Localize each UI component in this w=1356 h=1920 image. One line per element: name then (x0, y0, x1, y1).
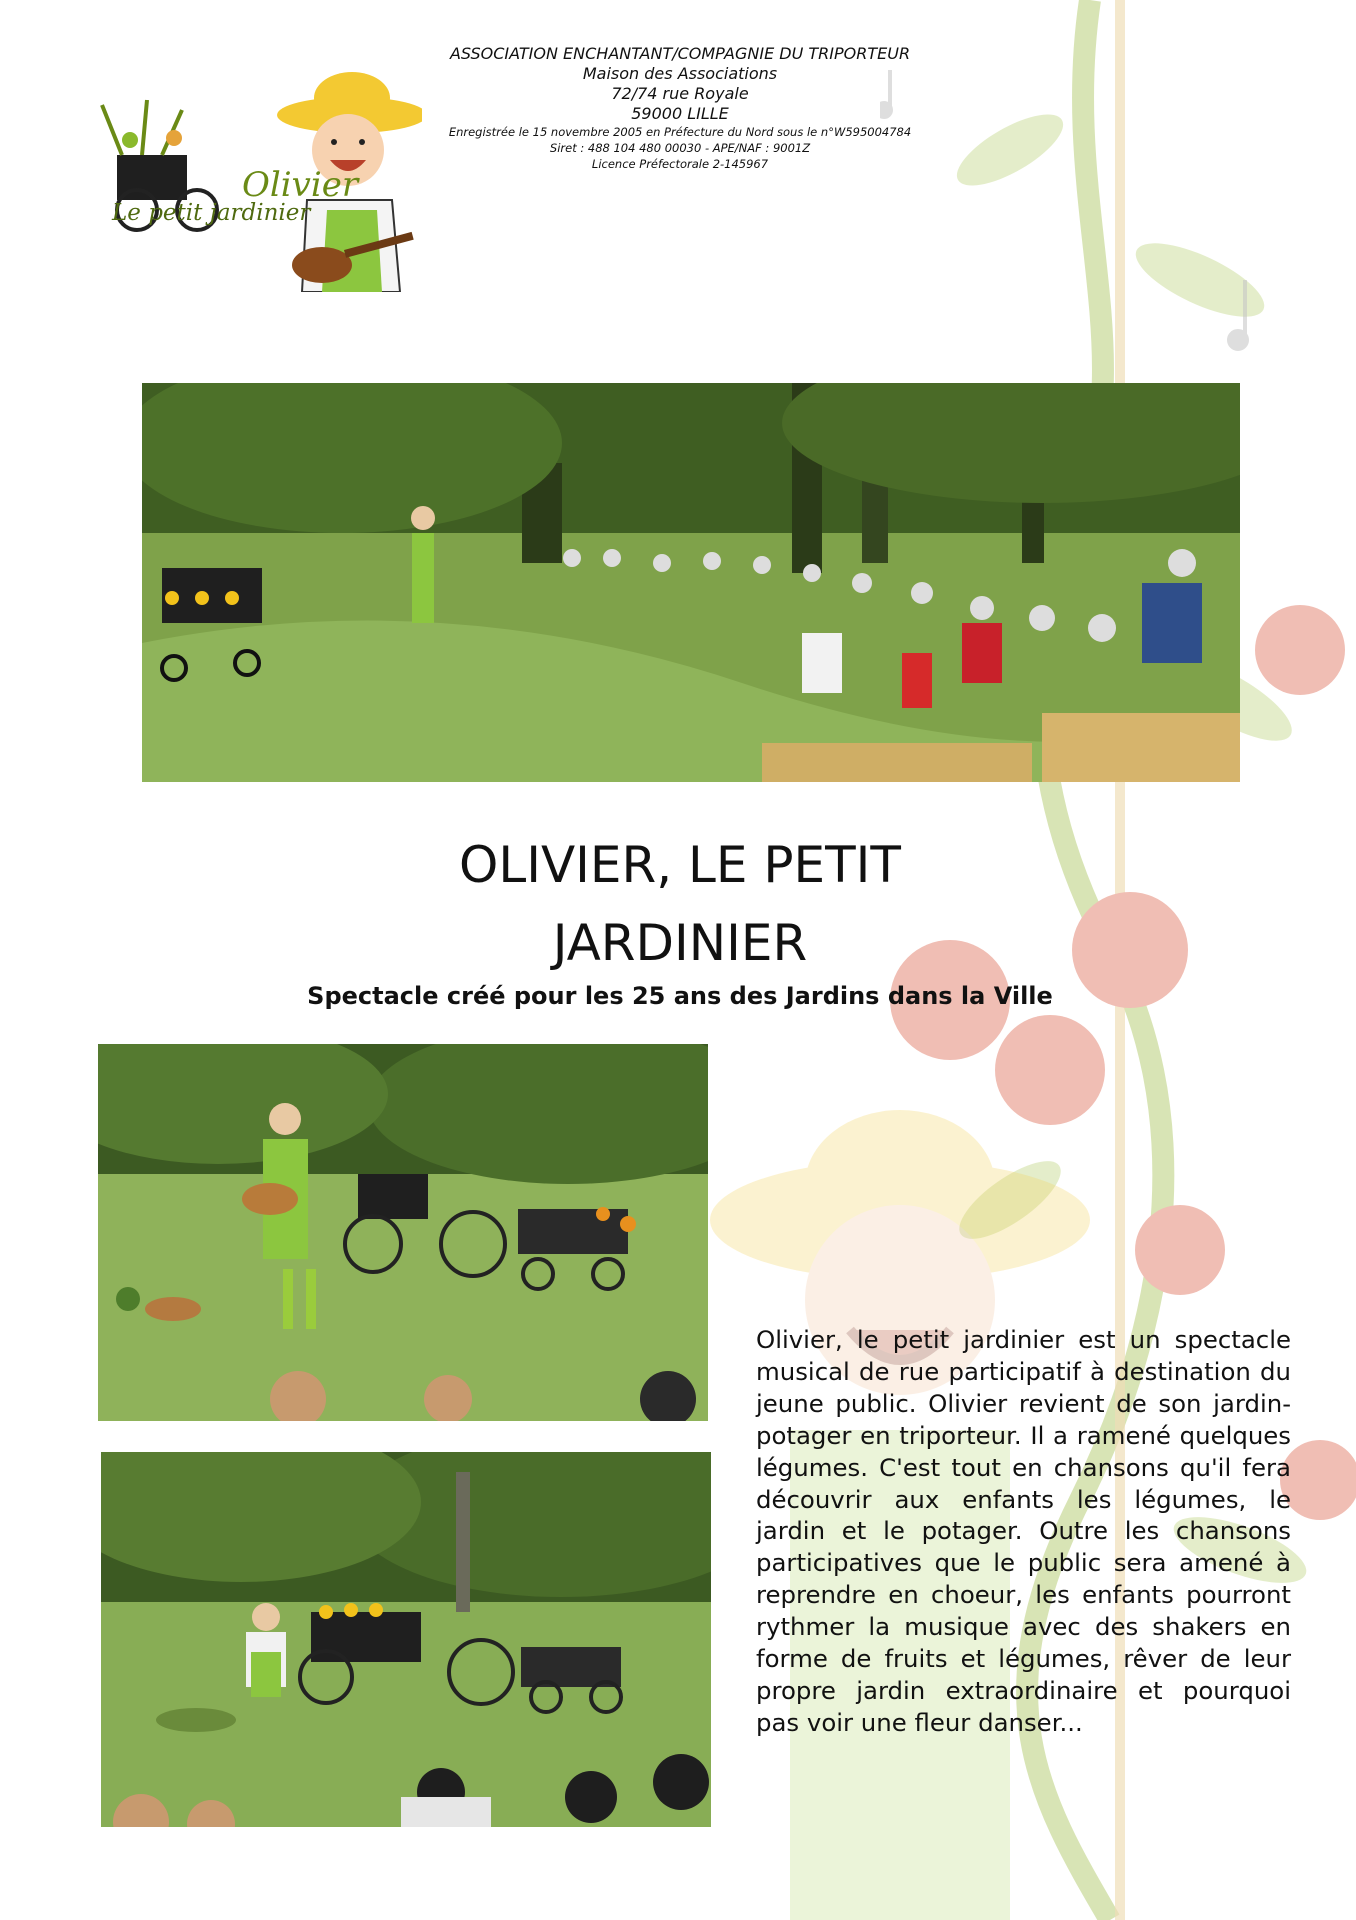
header-association-name: ASSOCIATION ENCHANTANT/COMPAGNIE DU TRIPORTEUR (449, 44, 911, 63)
performer-crouching-photo (101, 1452, 711, 1827)
header-registration: Enregistrée le 15 novembre 2005 en Préfecture du Nord sous le n°W595004784 (448, 125, 912, 139)
page-subtitle: Spectacle créé pour les 25 ans des Jardins dans la Ville (307, 982, 1053, 1010)
header-building: Maison des Associations (582, 64, 778, 83)
header-licence: Licence Préfectorale 2-145967 (591, 157, 769, 172)
association-header (420, 44, 940, 172)
show-description: Olivier, le petit jardinier est un spectacle musical de rue participatif à destination du jeune public. Olivier revient de son jardin-potager en triporteur. Il a ramené quelques légumes. C'est tout en chansons qu'il fera découvrir aux enfants les légumes, le jardin et le potager. Outre les chansons participatives que le public sera amené à reprendre en choeur, les enfants pourront rythmer la musique avec des shakers en forme de fruits et légumes, rêver de leur propre jardin extraordinaire et pourquoi pas voir une fleur danser... (756, 1325, 1291, 1737)
audience-park-photo (142, 383, 1240, 782)
title-line-1: OLIVIER, LE PETIT (459, 836, 901, 894)
header-siret: Siret : 488 104 480 00030 - APE/NAF : 9001Z (549, 141, 811, 156)
header-street: 72/74 rue Royale (611, 84, 749, 103)
page-title (360, 826, 1000, 982)
title-line-2: JARDINIER (552, 914, 808, 972)
performer-guitar-photo (98, 1044, 708, 1421)
logo-name: Olivier (242, 165, 359, 205)
header-city: 59000 LILLE (631, 104, 729, 123)
logo-tagline: Le petit jardinier (112, 200, 311, 226)
olivier-logo (82, 70, 422, 292)
